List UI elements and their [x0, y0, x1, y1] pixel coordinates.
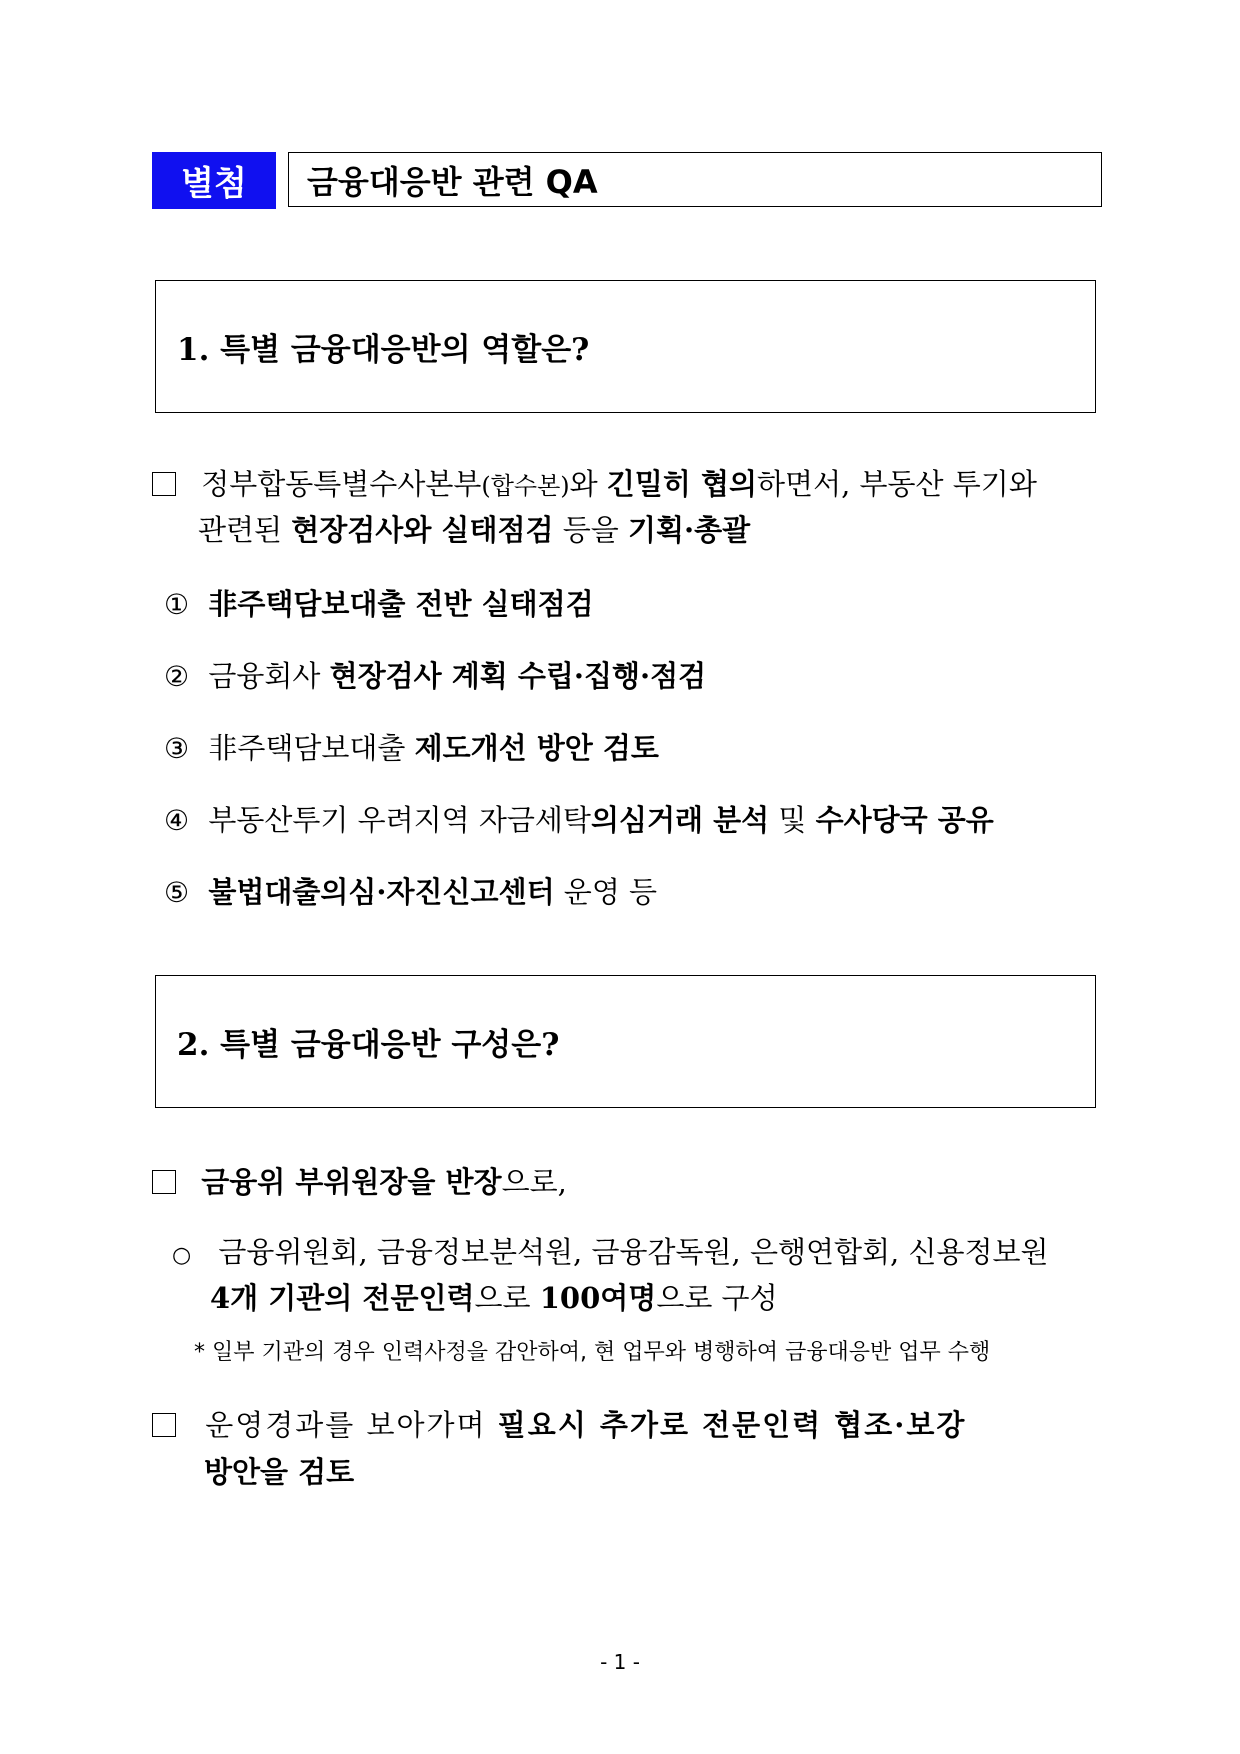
- q1-text: 하면서, 부동산 투기와: [757, 467, 1037, 501]
- q1-text: 정부합동특별수사본부: [201, 467, 482, 501]
- item-text: 현장검사 계획 수립·집행·점검: [329, 659, 707, 693]
- q2-text: 운영경과를 보아가며: [205, 1408, 498, 1442]
- question-2-box: [155, 975, 1096, 1108]
- q2-para-1: [152, 1160, 567, 1201]
- circle-bullet-icon: ○: [172, 1243, 192, 1268]
- q1-item-4: [164, 798, 994, 839]
- item-text: 운영 등: [554, 875, 658, 909]
- item-text: 금융회사: [208, 659, 330, 693]
- square-bullet-icon: [152, 1170, 176, 1194]
- q2-text: 필요시 추가로 전문인력 협조·보강: [497, 1408, 967, 1442]
- item-number: ④: [164, 804, 190, 837]
- item-number: ①: [164, 588, 190, 621]
- q2-text: 으로: [474, 1281, 540, 1315]
- q1-text: 긴밀히 협의: [606, 467, 758, 501]
- item-number: ③: [164, 732, 190, 765]
- q1-text: 등을: [553, 513, 628, 547]
- q1-text: 기획·총괄: [627, 513, 751, 547]
- item-text: 수사당국 공유: [815, 803, 994, 837]
- q1-intro-line-1: [152, 462, 1037, 503]
- q1-text: 와: [569, 467, 607, 501]
- q2-para-3-line-1: [152, 1403, 966, 1444]
- item-text: 非주택담보대출: [208, 731, 415, 765]
- q2-para-3-line-2: [204, 1450, 354, 1491]
- item-text: 불법대출의심·자진신고센터: [208, 875, 555, 909]
- item-text: 및: [769, 803, 816, 837]
- question-1-title: 1. 특별 금융대응반의 역할은?: [177, 332, 590, 368]
- page-title: [288, 152, 1102, 207]
- square-bullet-icon: [152, 472, 176, 496]
- q1-item-1: [164, 582, 594, 623]
- q2-text: 으로,: [501, 1165, 567, 1199]
- page-number: - 1 -: [600, 1650, 640, 1674]
- item-number: ⑤: [164, 876, 190, 909]
- item-text: 의심거래 분석: [590, 803, 770, 837]
- page-title-text: 금융대응반 관련 QA: [307, 162, 598, 201]
- q1-text: 현장검사와 실태점검: [291, 513, 554, 547]
- question-1-box: [155, 280, 1096, 413]
- attachment-tag: 별첨: [152, 152, 276, 209]
- item-text: 부동산투기 우려지역 자금세탁: [208, 803, 591, 837]
- q1-item-2: [164, 654, 706, 695]
- q2-footnote: * 일부 기관의 경우 인력사정을 감안하여, 현 업무와 병행하여 금융대응반 업무 수행: [194, 1340, 991, 1365]
- q2-text: 100여명: [539, 1281, 657, 1315]
- q2-text: 으로 구성: [656, 1281, 778, 1315]
- q1-text: (합수본): [481, 472, 570, 500]
- item-text: 제도개선 방안 검토: [414, 731, 659, 765]
- item-number: ②: [164, 660, 190, 693]
- item-text: 非주택담보대출 전반 실태점검: [208, 587, 594, 621]
- q1-item-5: [164, 870, 657, 911]
- q1-intro-line-2: [198, 508, 750, 549]
- q2-para-2-line-2: [210, 1276, 778, 1317]
- question-2-title: 2. 특별 금융대응반 구성은?: [177, 1027, 560, 1063]
- q2-para-2-line-1: [172, 1230, 1049, 1271]
- q1-item-3: [164, 726, 659, 767]
- q2-text: 금융위 부위원장을 반장: [201, 1165, 502, 1199]
- q1-text: 관련된: [198, 513, 292, 547]
- q2-text: 4개 기관의 전문인력: [210, 1281, 475, 1315]
- square-bullet-icon: [152, 1413, 176, 1437]
- q2-text: 금융위원회, 금융정보분석원, 금융감독원, 은행연합회, 신용정보원: [218, 1235, 1049, 1269]
- q2-text: 방안을 검토: [204, 1455, 355, 1489]
